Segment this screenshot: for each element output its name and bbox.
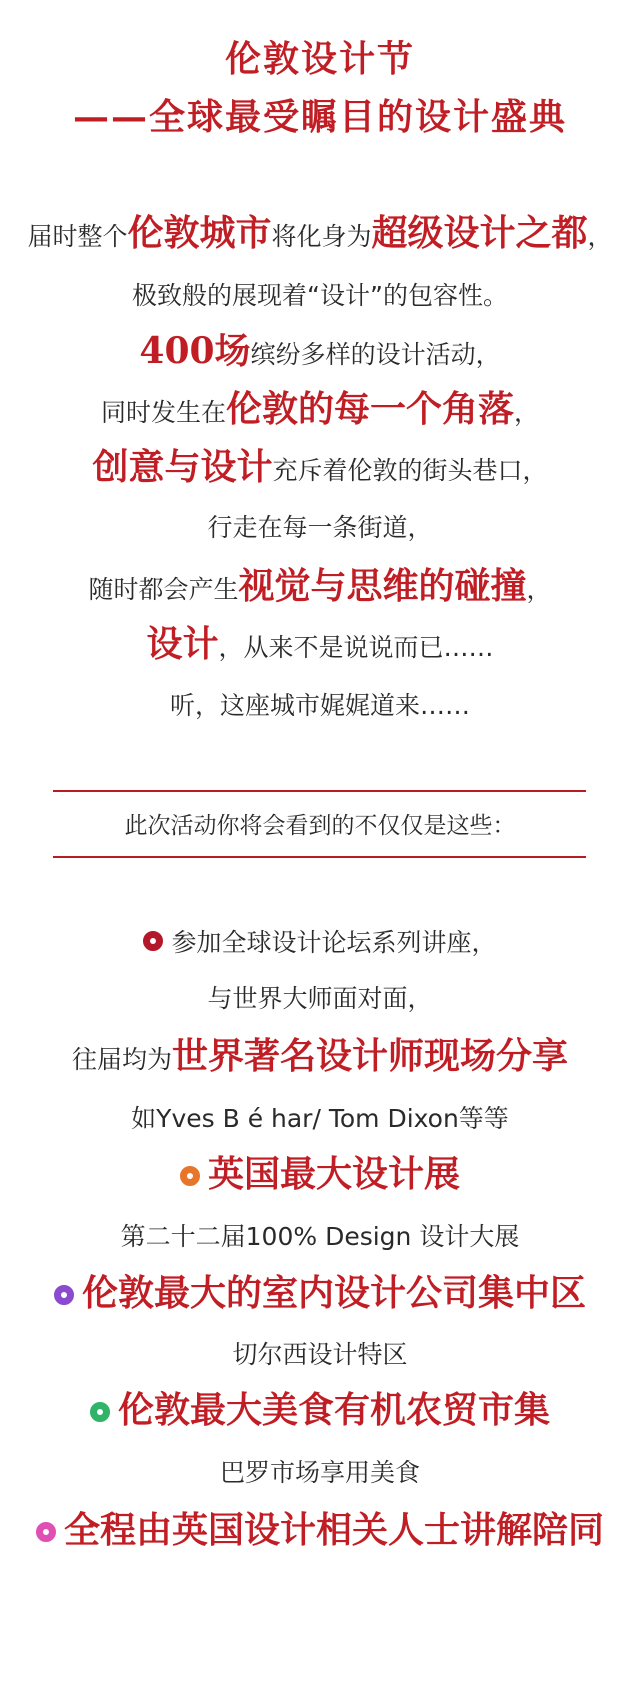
intro-line-3 [0,331,640,375]
highlight-5 [0,1510,640,1554]
intro-line-4 [0,389,640,433]
highlight-emphasis: 伦敦最大美食有机农贸市集 [117,1389,550,1431]
highlight-2 [0,1154,640,1198]
intro-highlight: 创意与设计 [92,446,273,488]
highlight-text: 往届均为 [71,1045,172,1074]
highlight-emphasis: 世界著名设计师现场分享 [172,1035,569,1077]
intro-text: ， [587,222,613,251]
intro-text: 缤纷多样的设计活动， [250,340,501,369]
highlight-1-line-3 [0,1036,640,1080]
highlight-1-detail: 与世界大师面对面， [207,984,433,1013]
intro-highlight: 视觉与思维的碰撞 [238,565,527,607]
highlight-3 [0,1273,640,1317]
intro-line-5 [0,447,640,491]
highlight-1 [0,923,640,963]
intro-highlight: 400场 [139,330,251,372]
highlight-emphasis: 伦敦最大的室内设计公司集中区 [81,1272,586,1314]
intro-line-8 [0,624,640,668]
highlight-2-detail: 第二十二届100% Design 设计大展 [120,1222,520,1251]
highlight-emphasis: 英国最大设计展 [207,1153,460,1195]
intro-text: ，从来不是说说而已…… [218,633,494,662]
intro-highlight: 超级设计之都 [371,212,588,254]
intro-line-2: 极致般的展现着“设计”的包容性。 [132,281,508,310]
intro-highlight: 设计 [146,623,219,665]
intro-text: 将化身为 [271,222,372,251]
divider-bottom [53,856,586,858]
title-line-2: ——全球最受瞩目的设计盛典 [72,96,567,138]
bullet-icon [54,1285,74,1305]
bullet-icon [180,1166,200,1186]
intro-text: ， [514,398,540,427]
intro-text: 随时都会产生 [88,575,239,604]
bullet-icon [143,931,163,951]
highlight-emphasis: 全程由英国设计相关人士讲解陪同 [63,1509,604,1551]
intro-highlight: 伦敦城市 [127,212,272,254]
divider-top [53,790,586,792]
intro-text: 充斥着伦敦的街头巷口， [272,456,548,485]
highlight-4 [0,1390,640,1434]
intro-text: 同时发生在 [100,398,226,427]
intro-line-7 [0,566,640,610]
intro-line-1 [0,213,640,257]
intro-text: ， [526,575,552,604]
bullet-icon [36,1522,56,1542]
intro-line-6: 行走在每一条街道， [207,513,433,542]
title-line-1: 伦敦设计节 [224,38,415,80]
intro-line-9: 听，这座城市娓娓道来…… [169,691,470,720]
highlight-4-detail: 巴罗市场享用美食 [219,1458,420,1487]
highlight-text: 参加全球设计论坛系列讲座， [171,928,497,957]
section-header: 此次活动你将会看到的不仅仅是这些： [124,813,516,839]
highlight-1-examples: 如Yves B é har/ Tom Dixon等等 [131,1104,509,1133]
bullet-icon [90,1402,110,1422]
intro-text: 届时整个 [27,222,128,251]
highlight-3-detail: 切尔西设计特区 [232,1340,408,1369]
intro-highlight: 伦敦的每一个角落 [225,388,514,430]
